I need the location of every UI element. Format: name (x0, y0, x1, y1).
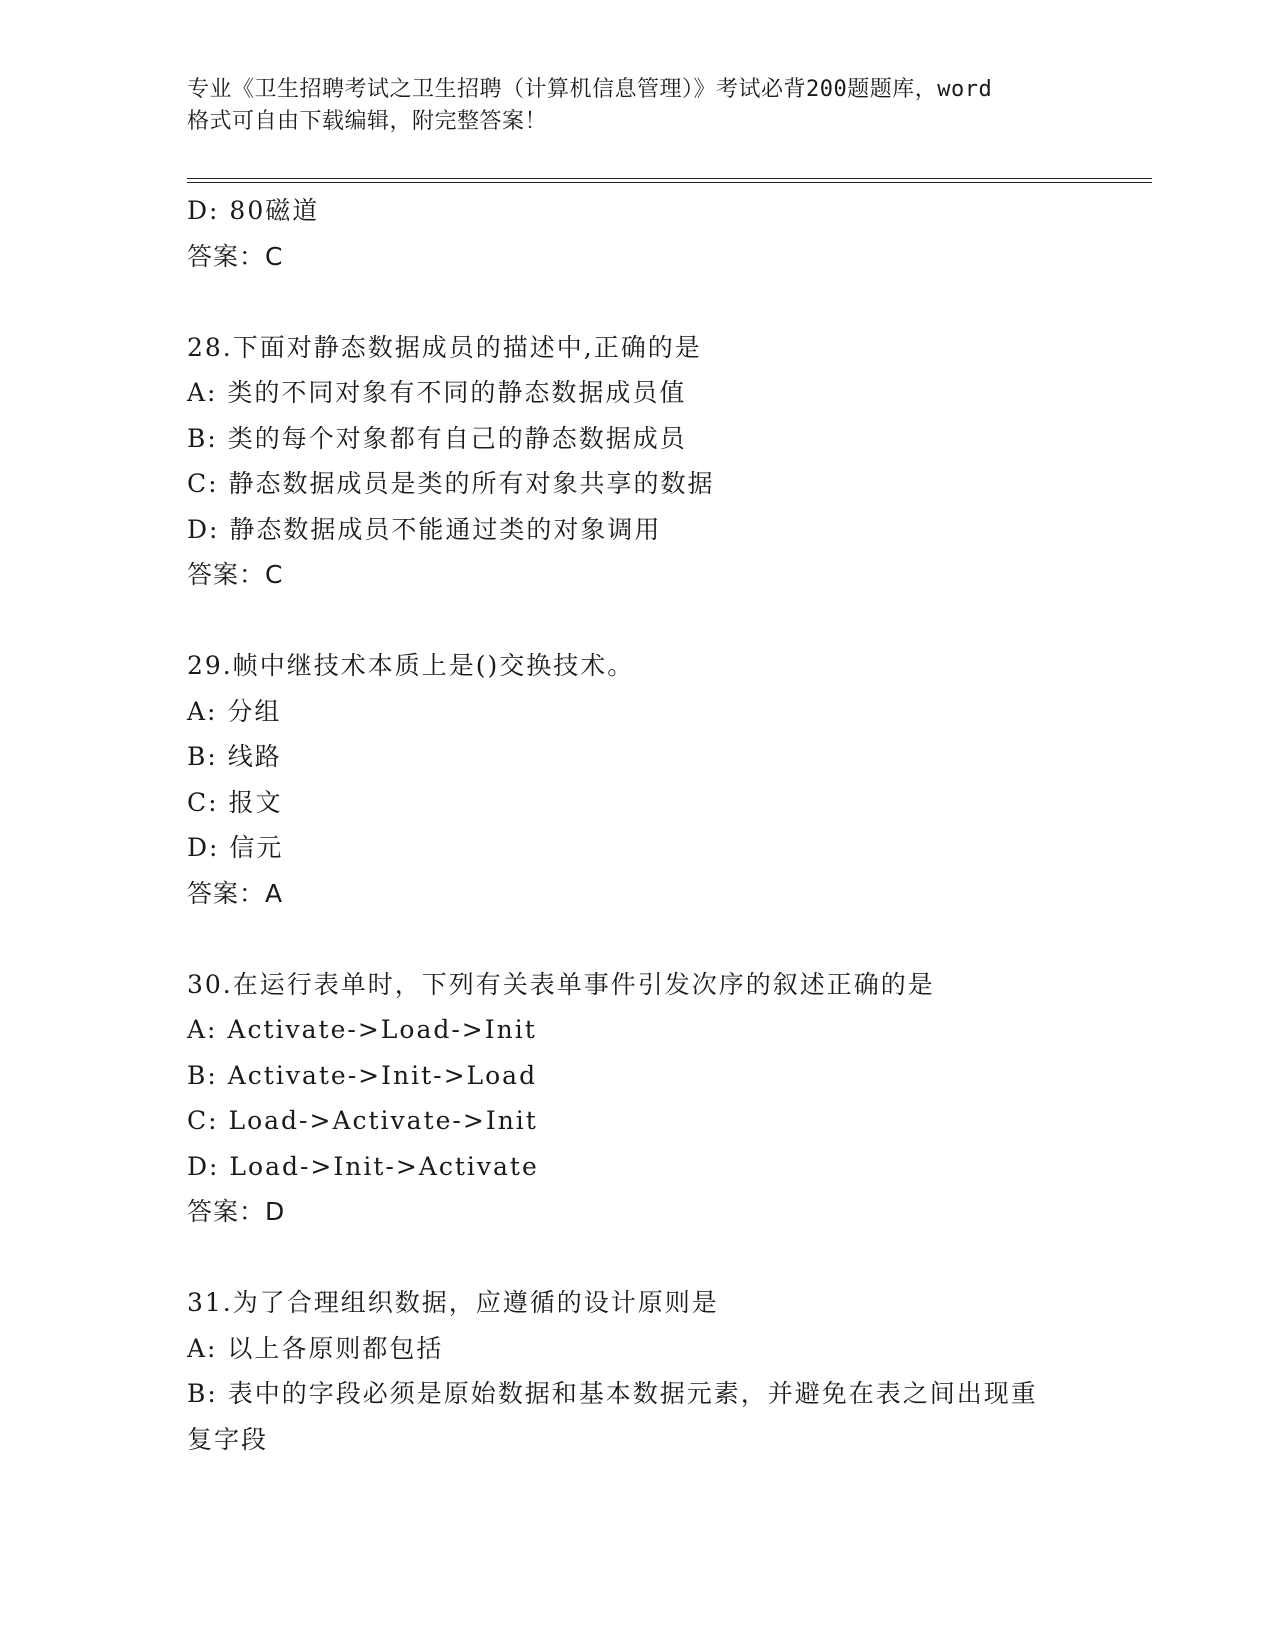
option-c: C: 静态数据成员是类的所有对象共享的数据 (187, 469, 715, 498)
option-b: B: 表中的字段必须是原始数据和基本数据元素，并避免在表之间出现重复字段 (187, 1379, 1038, 1454)
option-b: B: 类的每个对象都有自己的静态数据成员 (187, 423, 687, 453)
prev-option-d: D: 80磁道 (187, 196, 320, 225)
answer: 答案：C (187, 560, 284, 589)
header-line-1: 专业《卫生招聘考试之卫生招聘（计算机信息管理）》考试必背200题题库，word (187, 77, 993, 102)
question-28 (187, 325, 1087, 598)
option-a: A: 以上各原则都包括 (187, 1333, 444, 1363)
question-content (187, 188, 1087, 1462)
answer: 答案：A (187, 878, 284, 908)
option-a: A: 类的不同对象有不同的静态数据成员值 (187, 378, 687, 407)
question-stem: 31.为了合理组织数据，应遵循的设计原则是 (187, 1288, 719, 1317)
option-a: A: Activate->Load->Init (187, 1015, 537, 1044)
question-30 (187, 962, 1087, 1235)
option-c: C: 报文 (187, 787, 283, 817)
document-header (187, 74, 1087, 138)
answer: 答案：D (187, 1197, 286, 1226)
option-d: D: Load->Init->Activate (187, 1151, 539, 1181)
question-29 (187, 643, 1087, 916)
question-31 (187, 1280, 1087, 1462)
question-stem: 28.下面对静态数据成员的描述中,正确的是 (187, 332, 702, 362)
option-d: D: 信元 (187, 833, 284, 862)
prev-answer: 答案：C (187, 241, 284, 271)
option-d: D: 静态数据成员不能通过类的对象调用 (187, 514, 662, 544)
option-a: A: 分组 (187, 696, 282, 726)
option-b: B: 线路 (187, 742, 282, 771)
question-stem: 29.帧中继技术本质上是()交换技术。 (187, 651, 635, 680)
header-line-2: 格式可自由下载编辑，附完整答案！ (187, 109, 548, 134)
header-divider (187, 178, 1152, 183)
option-c: C: Load->Activate->Init (187, 1106, 538, 1135)
option-b: B: Activate->Init->Load (187, 1060, 538, 1090)
question-stem: 30.在运行表单时，下列有关表单事件引发次序的叙述正确的是 (187, 969, 935, 999)
